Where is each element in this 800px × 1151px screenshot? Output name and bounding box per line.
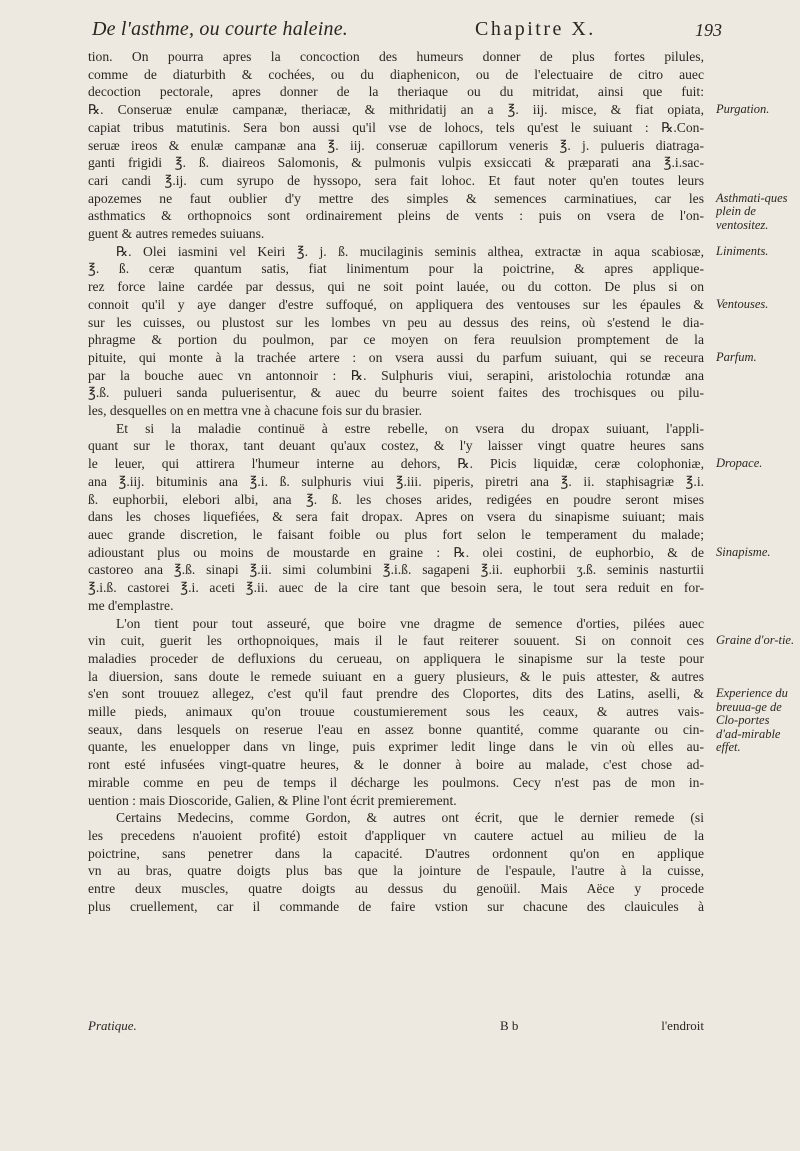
- signature-mark: B b: [500, 1018, 519, 1033]
- text-line: la diuersion, sans doute le remede suiuant en a guery plusieurs, & le puis attester, & autres: [88, 668, 704, 684]
- text-line: auec grande discretion, le faisant foible ou plus fort selon le temperament du malade;: [88, 526, 704, 542]
- footer-catchword-right: l'endroit: [661, 1018, 704, 1033]
- text-line: Certains Medecins, comme Gordon, & autres ont écrit, que le dernier remede (si: [116, 810, 704, 826]
- text-line: tion. On pourra apres la concoction des humeurs donner de plus fortes pilules,: [88, 49, 704, 64]
- text-line: ℥. ß. ceræ quantum satis, fiat linimentum pour la poictrine, & apres applique-: [88, 261, 704, 277]
- text-line: connoit qu'il y aye danger d'estre suffoqué, on appliquera des ventouses sur les épaules &: [88, 296, 704, 312]
- text-line: plus cruellement, car il commande de faire vstion sur chacune des clauicules à: [88, 898, 704, 914]
- text-line: ℥.i.ß. castorei ℥.i. aceti ℥.ii. auec de la cire tant que besoin sera, le tout sera reduit en for-: [88, 580, 704, 596]
- text-line: ront esté infusées vingt-quatre heures, & le donner à boire au malade, c'est chose ad-: [88, 757, 704, 773]
- text-line: castoreo ana ℥.ß. sinapi ℥.ii. simi columbini ℥.i.ß. sagapeni ℥.ii. euphorbii ʒ.ß. seminis nasturtii: [88, 562, 704, 578]
- text-line: ℥.ß. pulueri sanda puluerisentur, & auec du beurre soient faites des trochisques ou pilu-: [88, 385, 704, 401]
- text-line: rez force laine cardée par dessus, qui ne soit point lauée, ou du cotton. De plus si on: [88, 279, 704, 295]
- text-line: decoction pectorale, apres donner de la theriaque ou du mitridat, ainsi que fuit:: [88, 84, 704, 100]
- margin-note-ventouses: Ventouses.: [716, 296, 769, 311]
- text-line: phragme & portion du poulmon, par ce moyen on fera reuulsion promptement de la: [88, 332, 704, 348]
- text-line: adioustant plus ou moins de moustarde en graine : ℞. olei costini, de euphorbio, & de: [88, 544, 704, 560]
- margin-note-liniments: Liniments.: [716, 243, 769, 258]
- text-line: les, desquelles on en mettra vne à chacune fois sur du brasier.: [88, 403, 423, 419]
- text-line: les precedens n'auoient profité) estoit d'appliquer vn cautere actuel au milieu de la: [88, 827, 704, 843]
- running-title: De l'asthme, ou courte haleine.: [92, 18, 348, 40]
- text-line: cari candi ℥.ij. cum syrupo de hyssopo, sera fait lohoc. Et faut noter qu'en toutes leurs: [88, 172, 704, 188]
- text-line: mirable comme en peu de temps il décharge les poulmons. Cecy n'est pas de mon in-: [88, 774, 704, 790]
- margin-note-purgation: Purgation.: [716, 102, 770, 117]
- text-line: poictrine, sans penetrer dans la capacité. D'autres ordonnent qu'on en applique: [88, 845, 704, 861]
- text-line: par la bouche auec vn antonnoir : ℞. Sulphuris viui, serapini, aristolochia rotundæ ana: [88, 367, 704, 383]
- text-line: dans les choses liquefiées, & sera fait dropax. Apres on vsera du sinapisme suiuant; mais: [88, 509, 704, 525]
- text-line: guent & autres remedes suiuans.: [88, 226, 265, 242]
- text-line: apozemes ne faut oublier d'y mettre des simples & semences carminatiues, car les: [88, 190, 704, 206]
- text-line: ß. euphorbii, elebori albi, ana ℥. ß. les choses arides, redigées en poudre seront mises: [88, 491, 704, 507]
- margin-note-asthmatiques: Asthmati-ques plein de ventositez.: [716, 190, 788, 232]
- text-line: quante, les enuelopper dans vn linge, puis exprimer ledit linge dans le vin où elles au-: [88, 739, 704, 755]
- page-footer: [88, 1018, 704, 1040]
- text-line: maladies proceder de defluxions du cerueau, on appliquera le sinapisme sur la teste pour: [88, 650, 704, 666]
- chapter-label: Chapitre X.: [475, 18, 596, 40]
- text-line: me d'emplastre.: [88, 597, 174, 613]
- margin-note-experience: Experience du breuua-ge de Clo-portes d'ad-mirable effet.: [716, 686, 788, 755]
- margin-note-dropace: Dropace.: [716, 456, 763, 471]
- text-line: ℞. Olei iasmini vel Keiri ℥. j. ß. mucilaginis seminis althea, extractæ in aqua scabiosæ,: [116, 243, 704, 259]
- text-line: capiat tribus matutinis. Sera bon aussi qu'il vse de lohocs, tels qu'est le suiuant : ℞.Con-: [88, 119, 704, 135]
- text-line: seaux, dans lesquels on reserue l'eau en assez bonne quantité, comme quarante ou cin-: [88, 721, 704, 737]
- text-line: entre deux muscles, quatre doigts au dessus du genoüil. Mais Aëce y procede: [88, 881, 704, 897]
- text-line: sur les cuisses, ou plustost sur les lombes vn peu au dessus des reins, où s'estend le dia-: [88, 314, 704, 330]
- text-line: ana ℥.iij. bituminis ana ℥.i. ß. sulphuris viui ℥.iii. piperis, piretri ana ℥. ii. staphisagriæ ℥.i.: [88, 473, 704, 489]
- text-line: vn au bras, quatre doigts plus bas que la jointure de l'espaule, l'autre à la cuisse,: [88, 863, 704, 879]
- text-line: s'en sont trouuez allegez, c'est qu'il faut prendre des Cloportes, dits des Latins, aselli, &: [88, 686, 704, 702]
- text-line: quant sur le thorax, tant deuant qu'aux costez, & l'y laisser vingt quatre heures sans: [88, 438, 704, 454]
- text-line: le leuer, qui attirera l'humeur interne au dehors, ℞. Picis liquidæ, ceræ colophoniæ,: [88, 456, 704, 472]
- margin-note-parfum: Parfum.: [716, 349, 757, 364]
- page-number: 193: [695, 20, 722, 40]
- margin-note-graine: Graine d'or-tie.: [716, 633, 795, 648]
- text-line: vin cuit, guerit les orthopnoiques, mais il le faut reiterer souuent. Si on connoit ces: [88, 633, 704, 649]
- text-line: pituite, qui monte à la trachée artere : on vsera aussi du parfum suiuant, qui se receura: [88, 349, 704, 365]
- running-header: [92, 14, 722, 50]
- text-line: mille pieds, animaux qu'on trouue coustumierement sous les ceaux, & autres vais-: [88, 704, 704, 720]
- text-line: uention : mais Dioscoride, Galien, & Pline l'ont écrit premierement.: [88, 792, 457, 808]
- body-text: [88, 48, 704, 915]
- text-line: Et si la maladie continuë à estre rebelle, on vsera du dropax suiuant, l'appli-: [116, 420, 704, 436]
- text-line: ℞. Conseruæ enulæ campanæ, theriacæ, & mithridatij an a ℥. iij. misce, & fiat opiata,: [88, 102, 704, 118]
- text-line: L'on tient pour tout asseuré, que boire vne dragme de semence d'orties, pilées auec: [116, 615, 704, 631]
- text-line: comme de diaturbith & cochées, ou du diaphenicon, ou de l'electuaire de citro auec: [88, 66, 704, 82]
- text-line: asthmatics & orthopnoics sont ordinairement pleins de vents : puis on vsera de l'on-: [88, 208, 704, 224]
- text-line: seruæ ireos & enulæ campanæ ana ℥. iij. conseruæ capillorum veneris ℥. j. pulueris diatraga-: [88, 137, 704, 153]
- text-line: ganti frigidi ℥. ß. diaireos Salomonis, & pulmonis vulpis exsiccati & præparati ana ℥.i.sac-: [88, 155, 704, 171]
- margin-note-sinapisme: Sinapisme.: [716, 544, 771, 559]
- footer-catchword-left: Pratique.: [88, 1018, 137, 1033]
